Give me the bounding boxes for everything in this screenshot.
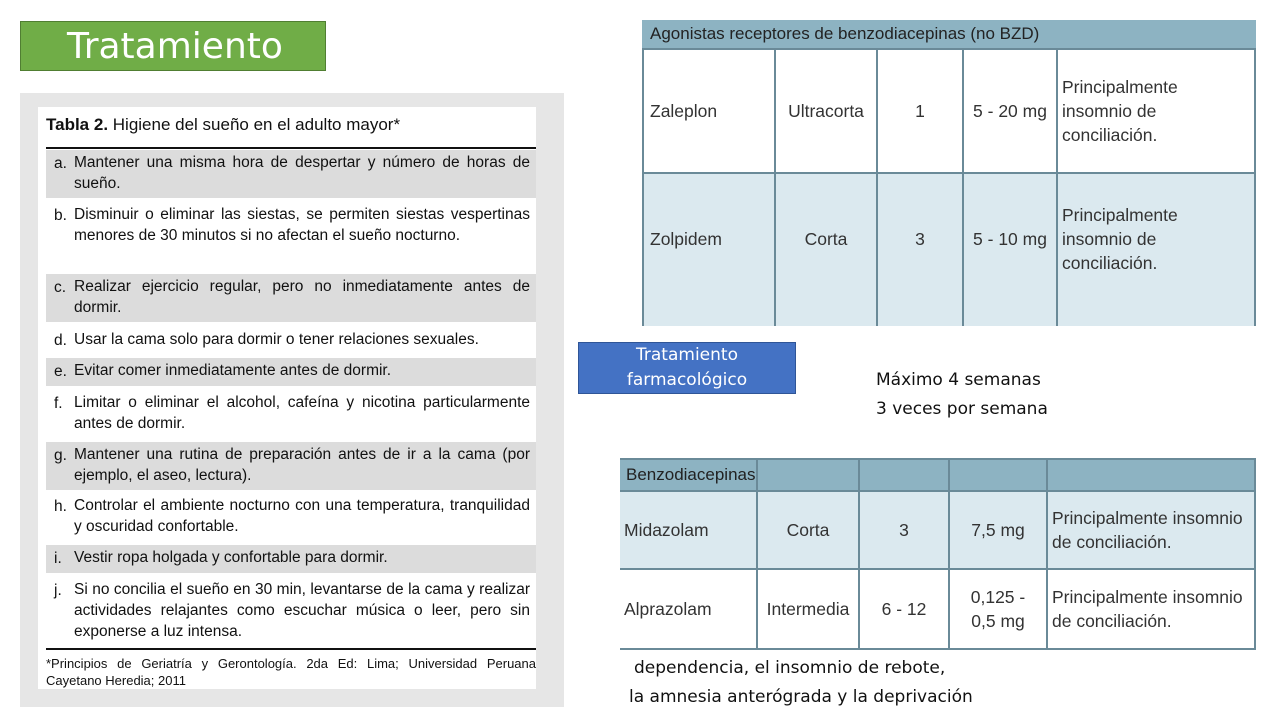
row-letter: d.	[54, 332, 67, 349]
row-text: Limitar o eliminar el alcohol, cafeína y nicotina particularmente antes de dormir.	[74, 394, 530, 432]
grid-line	[1254, 458, 1256, 650]
drug-name: Midazolam	[624, 519, 709, 540]
hygiene-table-panel	[20, 93, 564, 707]
row-text: Vestir ropa holgada y confortable para dormir.	[74, 549, 388, 566]
table-rule-top	[46, 147, 536, 149]
hygiene-table-footnote: *Principios de Geriatría y Gerontología. 2da Ed: Lima; Universidad Peruana Cayetano Heredia; 2011	[46, 656, 536, 688]
hygiene-row-g	[46, 442, 536, 490]
half-life: 3	[899, 519, 909, 540]
row-text: Mantener una rutina de preparación antes de ir a la cama (por ejemplo, el aseo, lectura).	[74, 446, 530, 484]
row-letter: b.	[54, 207, 67, 224]
hygiene-row-a	[46, 150, 536, 198]
hygiene-table-title-bold: Tabla 2.	[46, 115, 109, 134]
table-rule-bottom	[46, 648, 536, 650]
indication: Principalmente insomnio de conciliación.	[1062, 77, 1178, 145]
row-letter: j.	[54, 582, 62, 599]
row-letter: a.	[54, 155, 67, 172]
row-letter: f.	[54, 395, 63, 412]
hygiene-row-f	[46, 390, 536, 438]
slide-title: Tratamiento	[20, 21, 326, 71]
duration: Ultracorta	[788, 100, 864, 121]
dose: 0,125 - 0,5 mg	[970, 587, 1026, 631]
row-text: Mantener una misma hora de despertar y número de horas de sueño.	[74, 154, 530, 192]
row-letter: e.	[54, 363, 67, 380]
indication: Principalmente insomnio de conciliación.	[1052, 508, 1243, 552]
bzd-table-header: Benzodiacepinas	[620, 460, 1256, 490]
nobzd-table-header: Agonistas receptores de benzodiacepinas (no BZD)	[642, 20, 1256, 48]
row-text: Realizar ejercicio regular, pero no inmediatamente antes de dormir.	[74, 278, 530, 316]
duration: Corta	[804, 228, 848, 249]
hygiene-table-title-rest: Higiene del sueño en el adulto mayor*	[108, 115, 401, 134]
grid-line	[1056, 48, 1058, 326]
dose: 5 - 10 mg	[973, 228, 1047, 249]
drug-name: Alprazolam	[624, 598, 712, 619]
drug-name: Zaleplon	[650, 100, 718, 121]
row-text: Si no concilia el sueño en 30 min, levantarse de la cama y realizar actividades relajantes como escuchar música o leer, pero sin exponerse a luz intensa.	[74, 581, 530, 640]
row-text: Controlar el ambiente nocturno con una temperatura, tranquilidad y oscuridad confortable.	[74, 497, 530, 535]
row-text: Evitar comer inmediatamente antes de dormir.	[74, 362, 392, 379]
hygiene-table-title	[46, 115, 400, 135]
row-text: Disminuir o eliminar las siestas, se permiten siestas vespertinas menores de 30 minutos si no afectan el sueño nocturno.	[74, 206, 530, 244]
hygiene-row-d	[46, 327, 536, 353]
row-letter: h.	[54, 498, 67, 515]
indication: Principalmente insomnio de conciliación.	[1052, 587, 1243, 631]
grid-line	[642, 48, 644, 326]
dose: 7,5 mg	[971, 519, 1025, 540]
grid-line	[620, 648, 1256, 650]
tratamiento-farmacologico-box: Tratamiento farmacológico	[578, 342, 796, 394]
grid-line	[1046, 458, 1048, 650]
indication: Principalmente insomnio de conciliación.	[1062, 205, 1178, 273]
row-letter: i.	[54, 550, 62, 567]
row-letter: c.	[54, 279, 67, 296]
hygiene-table	[38, 107, 536, 689]
note-times-per-week: 3 veces por semana	[876, 399, 1048, 419]
grid-line	[1254, 48, 1256, 326]
half-life: 3	[915, 228, 925, 249]
note-max-weeks: Máximo 4 semanas	[876, 370, 1041, 390]
bzd-table	[620, 458, 1256, 650]
hygiene-row-c	[46, 274, 536, 322]
hygiene-row-b	[46, 202, 536, 270]
duration: Corta	[786, 519, 830, 540]
bottom-text-line2: la amnesia anterógrada y la deprivación	[629, 687, 973, 707]
half-life: 1	[915, 100, 925, 121]
duration: Intermedia	[766, 598, 850, 619]
drug-name: Zolpidem	[650, 228, 722, 249]
bottom-text-line1: dependencia, el insomnio de rebote,	[634, 658, 946, 678]
hygiene-row-i	[46, 545, 536, 573]
half-life: 6 - 12	[881, 598, 927, 619]
row-letter: g.	[54, 447, 67, 464]
hygiene-row-e	[46, 358, 536, 386]
grid-line	[620, 458, 1256, 460]
hygiene-row-j	[46, 577, 536, 645]
row-text: Usar la cama solo para dormir o tener relaciones sexuales.	[74, 331, 479, 348]
hygiene-row-h	[46, 493, 536, 541]
nobzd-table	[642, 20, 1256, 326]
dose: 5 - 20 mg	[973, 100, 1047, 121]
